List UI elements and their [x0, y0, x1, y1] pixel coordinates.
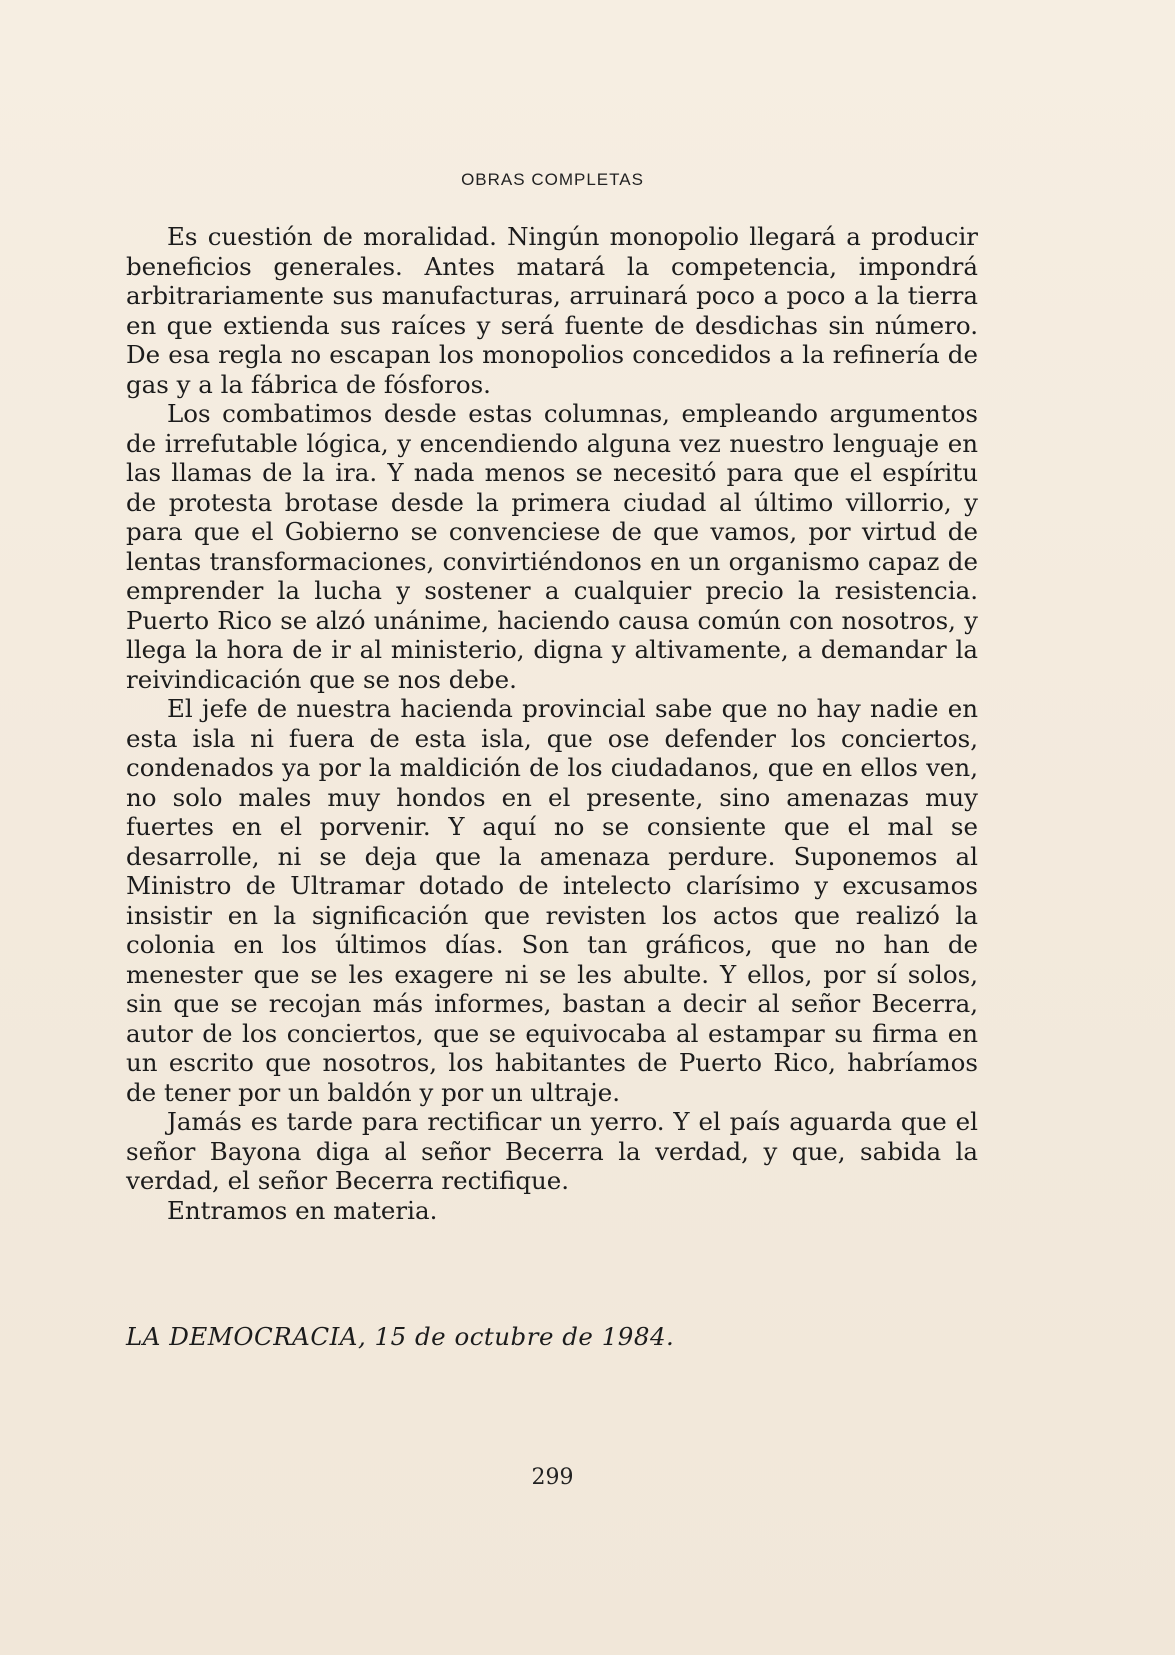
paragraph: Es cuestión de moralidad. Ningún monopolio llegará a producir beneficios generales. Antes matará la competencia, impondrá arbitrariamente sus manufacturas, arruinará poco a poco a la tierra en que extienda sus raíces y será fuente de desdichas sin número. De esa regla no escapan los monopolios concedidos a la refinería de gas y a la fábrica de fósforos. — [126, 222, 978, 399]
body-text — [126, 222, 978, 1225]
source-citation: LA DEMOCRACIA, 15 de octubre de 1984. — [126, 1322, 675, 1351]
paragraph: Entramos en materia. — [167, 1195, 438, 1225]
paragraph: Jamás es tarde para rectificar un yerro. Y el país aguarda que el señor Bayona diga al señor Becerra la verdad, y que, sabida la verdad, el señor Becerra rectifique. — [126, 1107, 978, 1195]
running-head: OBRAS COMPLETAS — [461, 170, 644, 189]
page-number: 299 — [531, 1465, 574, 1490]
paragraph: Los combatimos desde estas columnas, empleando argumentos de irrefutable lógica, y encendiendo alguna vez nuestro lenguaje en las llamas de la ira. Y nada menos se necesitó para que el espíritu de protesta brotase desde la primera ciudad al último villorrio, y para que el Gobierno se convenciese de que vamos, por virtud de lentas transformaciones, convirtiéndonos en un organismo capaz de emprender la lucha y sostener a cualquier precio la resistencia. Puerto Rico se alzó unánime, haciendo causa común con nosotros, y llega la hora de ir al ministerio, digna y altivamente, a demandar la reivindicación que se nos debe. — [126, 399, 978, 694]
paragraph: El jefe de nuestra hacienda provincial sabe que no hay nadie en esta isla ni fuera de esta isla, que ose defender los conciertos, condenados ya por la maldición de los ciudadanos, que en ellos ven, no solo males muy hondos en el presente, sino amenazas muy fuertes en el porvenir. Y aquí no se consiente que el mal se desarrolle, ni se deja que la amenaza perdure. Suponemos al Ministro de Ultramar dotado de intelecto clarísimo y excusamos insistir en la significación que revisten los actos que realizó la colonia en los últimos días. Son tan gráficos, que no han de menester que se les exagere ni se les abulte. Y ellos, por sí solos, sin que se recojan más informes, bastan a decir al señor Becerra, autor de los conciertos, que se equivocaba al estampar su firma en un escrito que nosotros, los habitantes de Puerto Rico, habríamos de tener por un baldón y por un ultraje. — [126, 694, 978, 1107]
